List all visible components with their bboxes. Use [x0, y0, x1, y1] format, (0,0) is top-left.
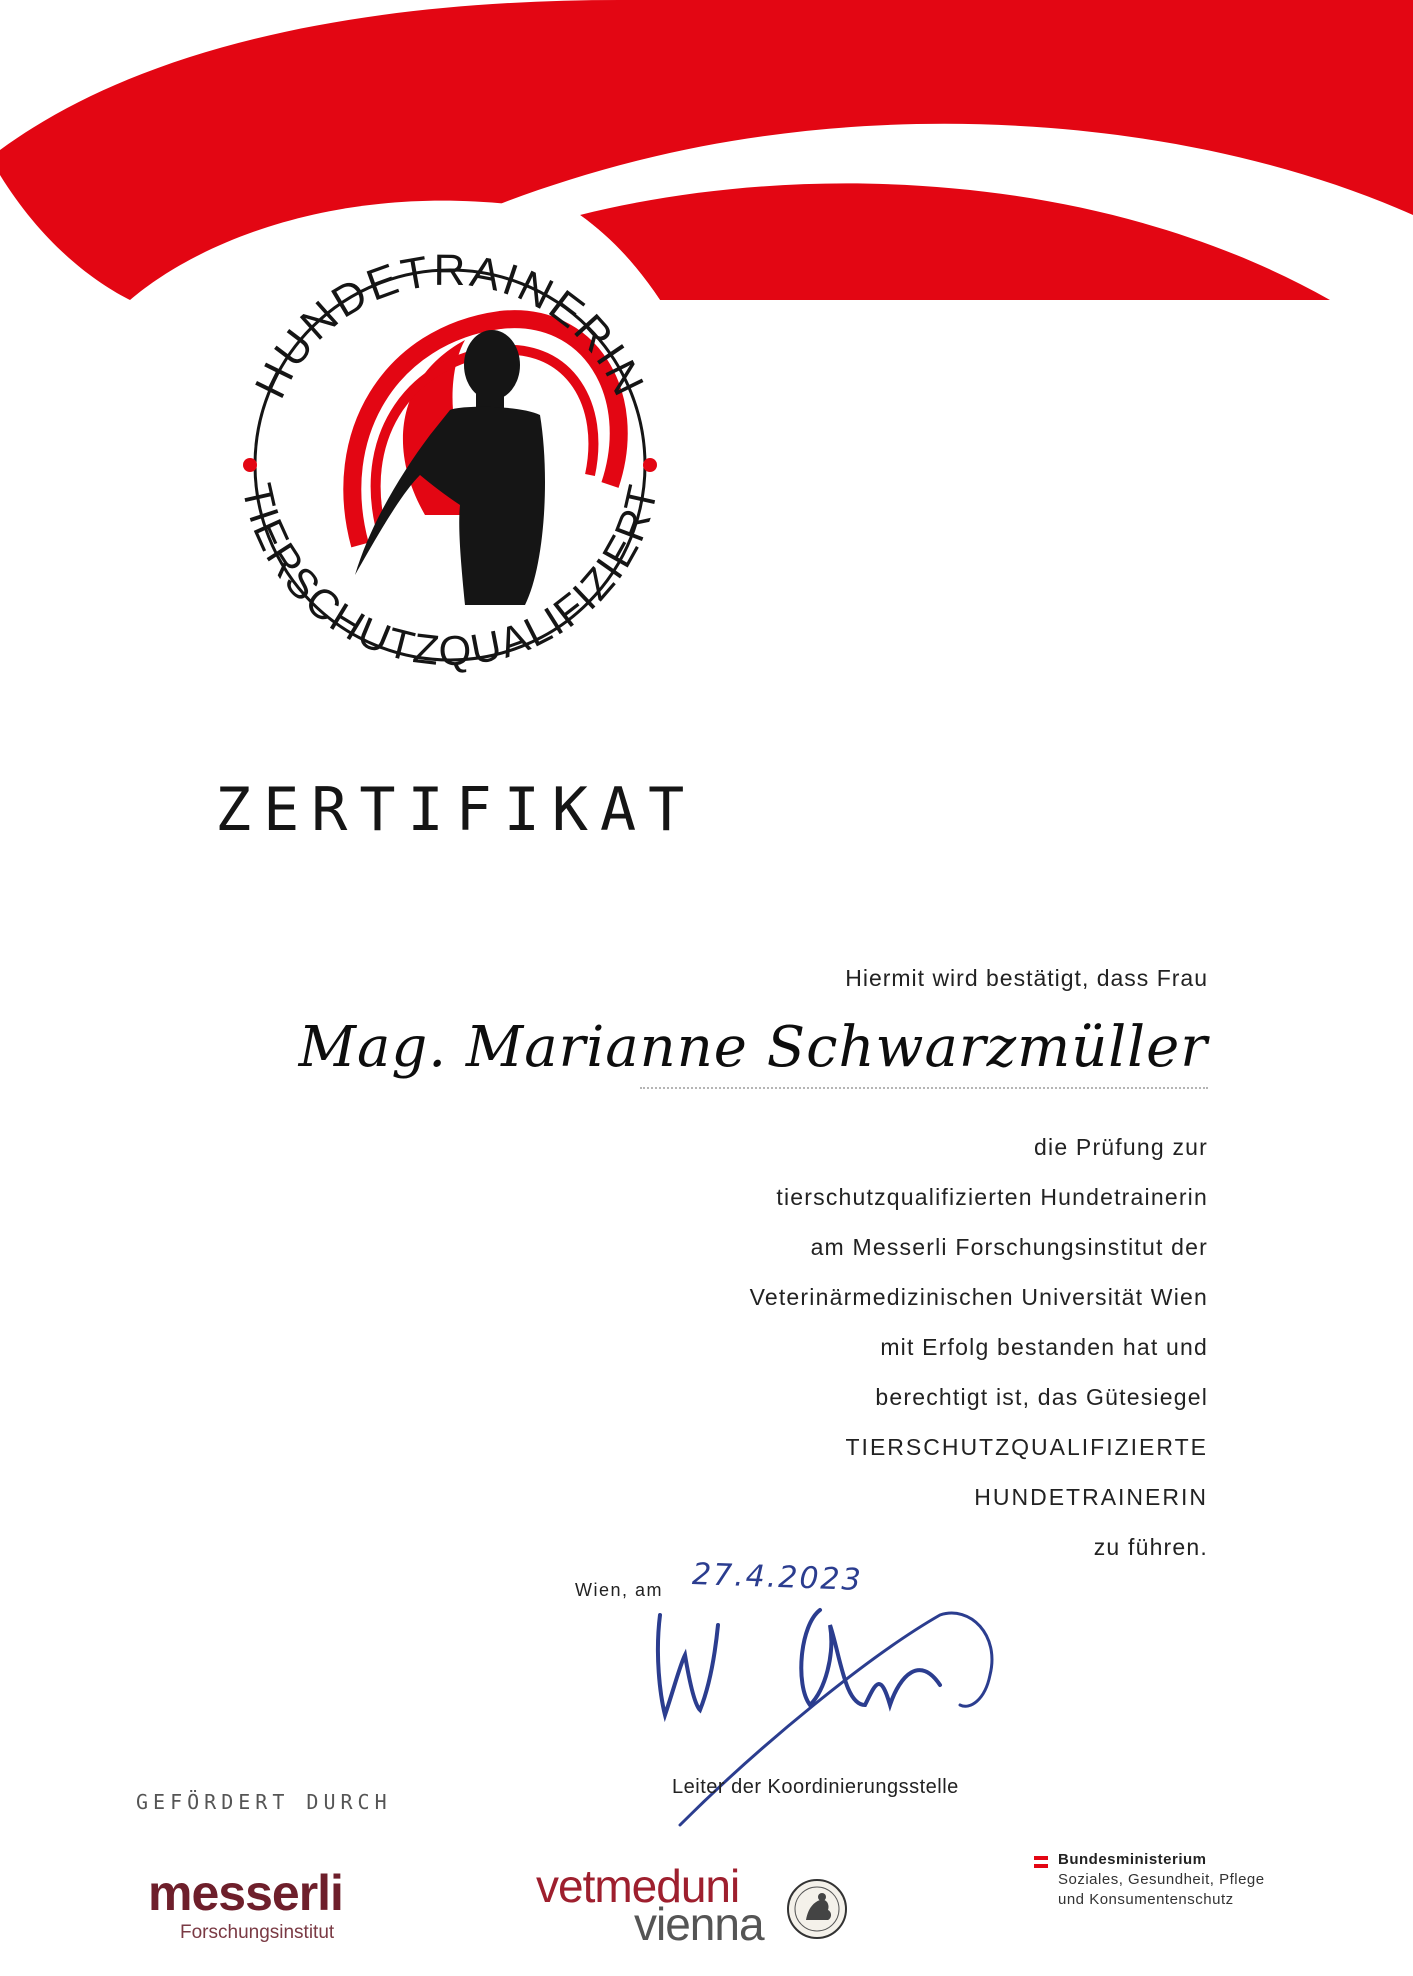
body-line: berechtigt ist, das Gütesiegel: [875, 1384, 1208, 1410]
certificate-title: ZERTIFIKAT: [215, 775, 697, 845]
body-line: mit Erfolg bestanden hat und: [880, 1334, 1208, 1360]
intro-text: Hiermit wird bestätigt, dass Frau: [845, 965, 1208, 991]
seal-badge: [210, 225, 690, 705]
funded-by-label: GEFÖRDERT DURCH: [136, 1790, 392, 1814]
body-line: HUNDETRAINERIN: [974, 1484, 1208, 1510]
body-line: zu führen.: [1093, 1534, 1208, 1560]
ministry-title: Bundesministerium: [1058, 1851, 1207, 1868]
handwritten-date: 27.4.2023: [691, 1557, 864, 1598]
body-line: am Messerli Forschungsinstitut der: [810, 1234, 1208, 1260]
messerli-logo: [148, 1865, 378, 1944]
body-line: die Prüfung zur: [1034, 1134, 1208, 1160]
crest-icon: [786, 1878, 848, 1940]
seal-dot-left: [243, 458, 257, 472]
seal-dot-right: [643, 458, 657, 472]
body-line: tierschutzqualifizierten Hundetrainerin: [776, 1184, 1208, 1210]
messerli-name: messerli: [148, 1865, 343, 1921]
banner-swoosh-right: [580, 183, 1330, 300]
austria-flag-icon: [1034, 1856, 1048, 1868]
vetmeduni-name: vetmeduni: [536, 1860, 740, 1912]
ministry-line: und Konsumentenschutz: [1058, 1891, 1234, 1908]
ministry-line: Soziales, Gesundheit, Pflege: [1058, 1871, 1265, 1888]
vetmeduni-city: vienna: [634, 1898, 764, 1950]
body-line: Veterinärmedizinischen Universität Wien: [749, 1284, 1208, 1310]
seal-top-text: HUNDETRAINERIN: [245, 245, 655, 406]
place-label: Wien, am: [575, 1580, 664, 1600]
messerli-subtitle: Forschungsinstitut: [180, 1922, 335, 1943]
name-underline: [640, 1087, 1208, 1089]
signature: [640, 1595, 1030, 1835]
signature-caption: Leiter der Koordinierungsstelle: [672, 1776, 959, 1798]
body-line: TIERSCHUTZQUALIFIZIERTE: [845, 1434, 1208, 1460]
ministry-logo: [1034, 1850, 1334, 1910]
vetmeduni-logo: [536, 1860, 866, 1950]
certificate-body: [508, 1132, 1208, 1582]
recipient-name: Mag. Marianne Schwarzmüller: [298, 1015, 1208, 1080]
seal-bottom-text: TIERSCHUTZQUALIFIZIERT: [233, 479, 667, 675]
